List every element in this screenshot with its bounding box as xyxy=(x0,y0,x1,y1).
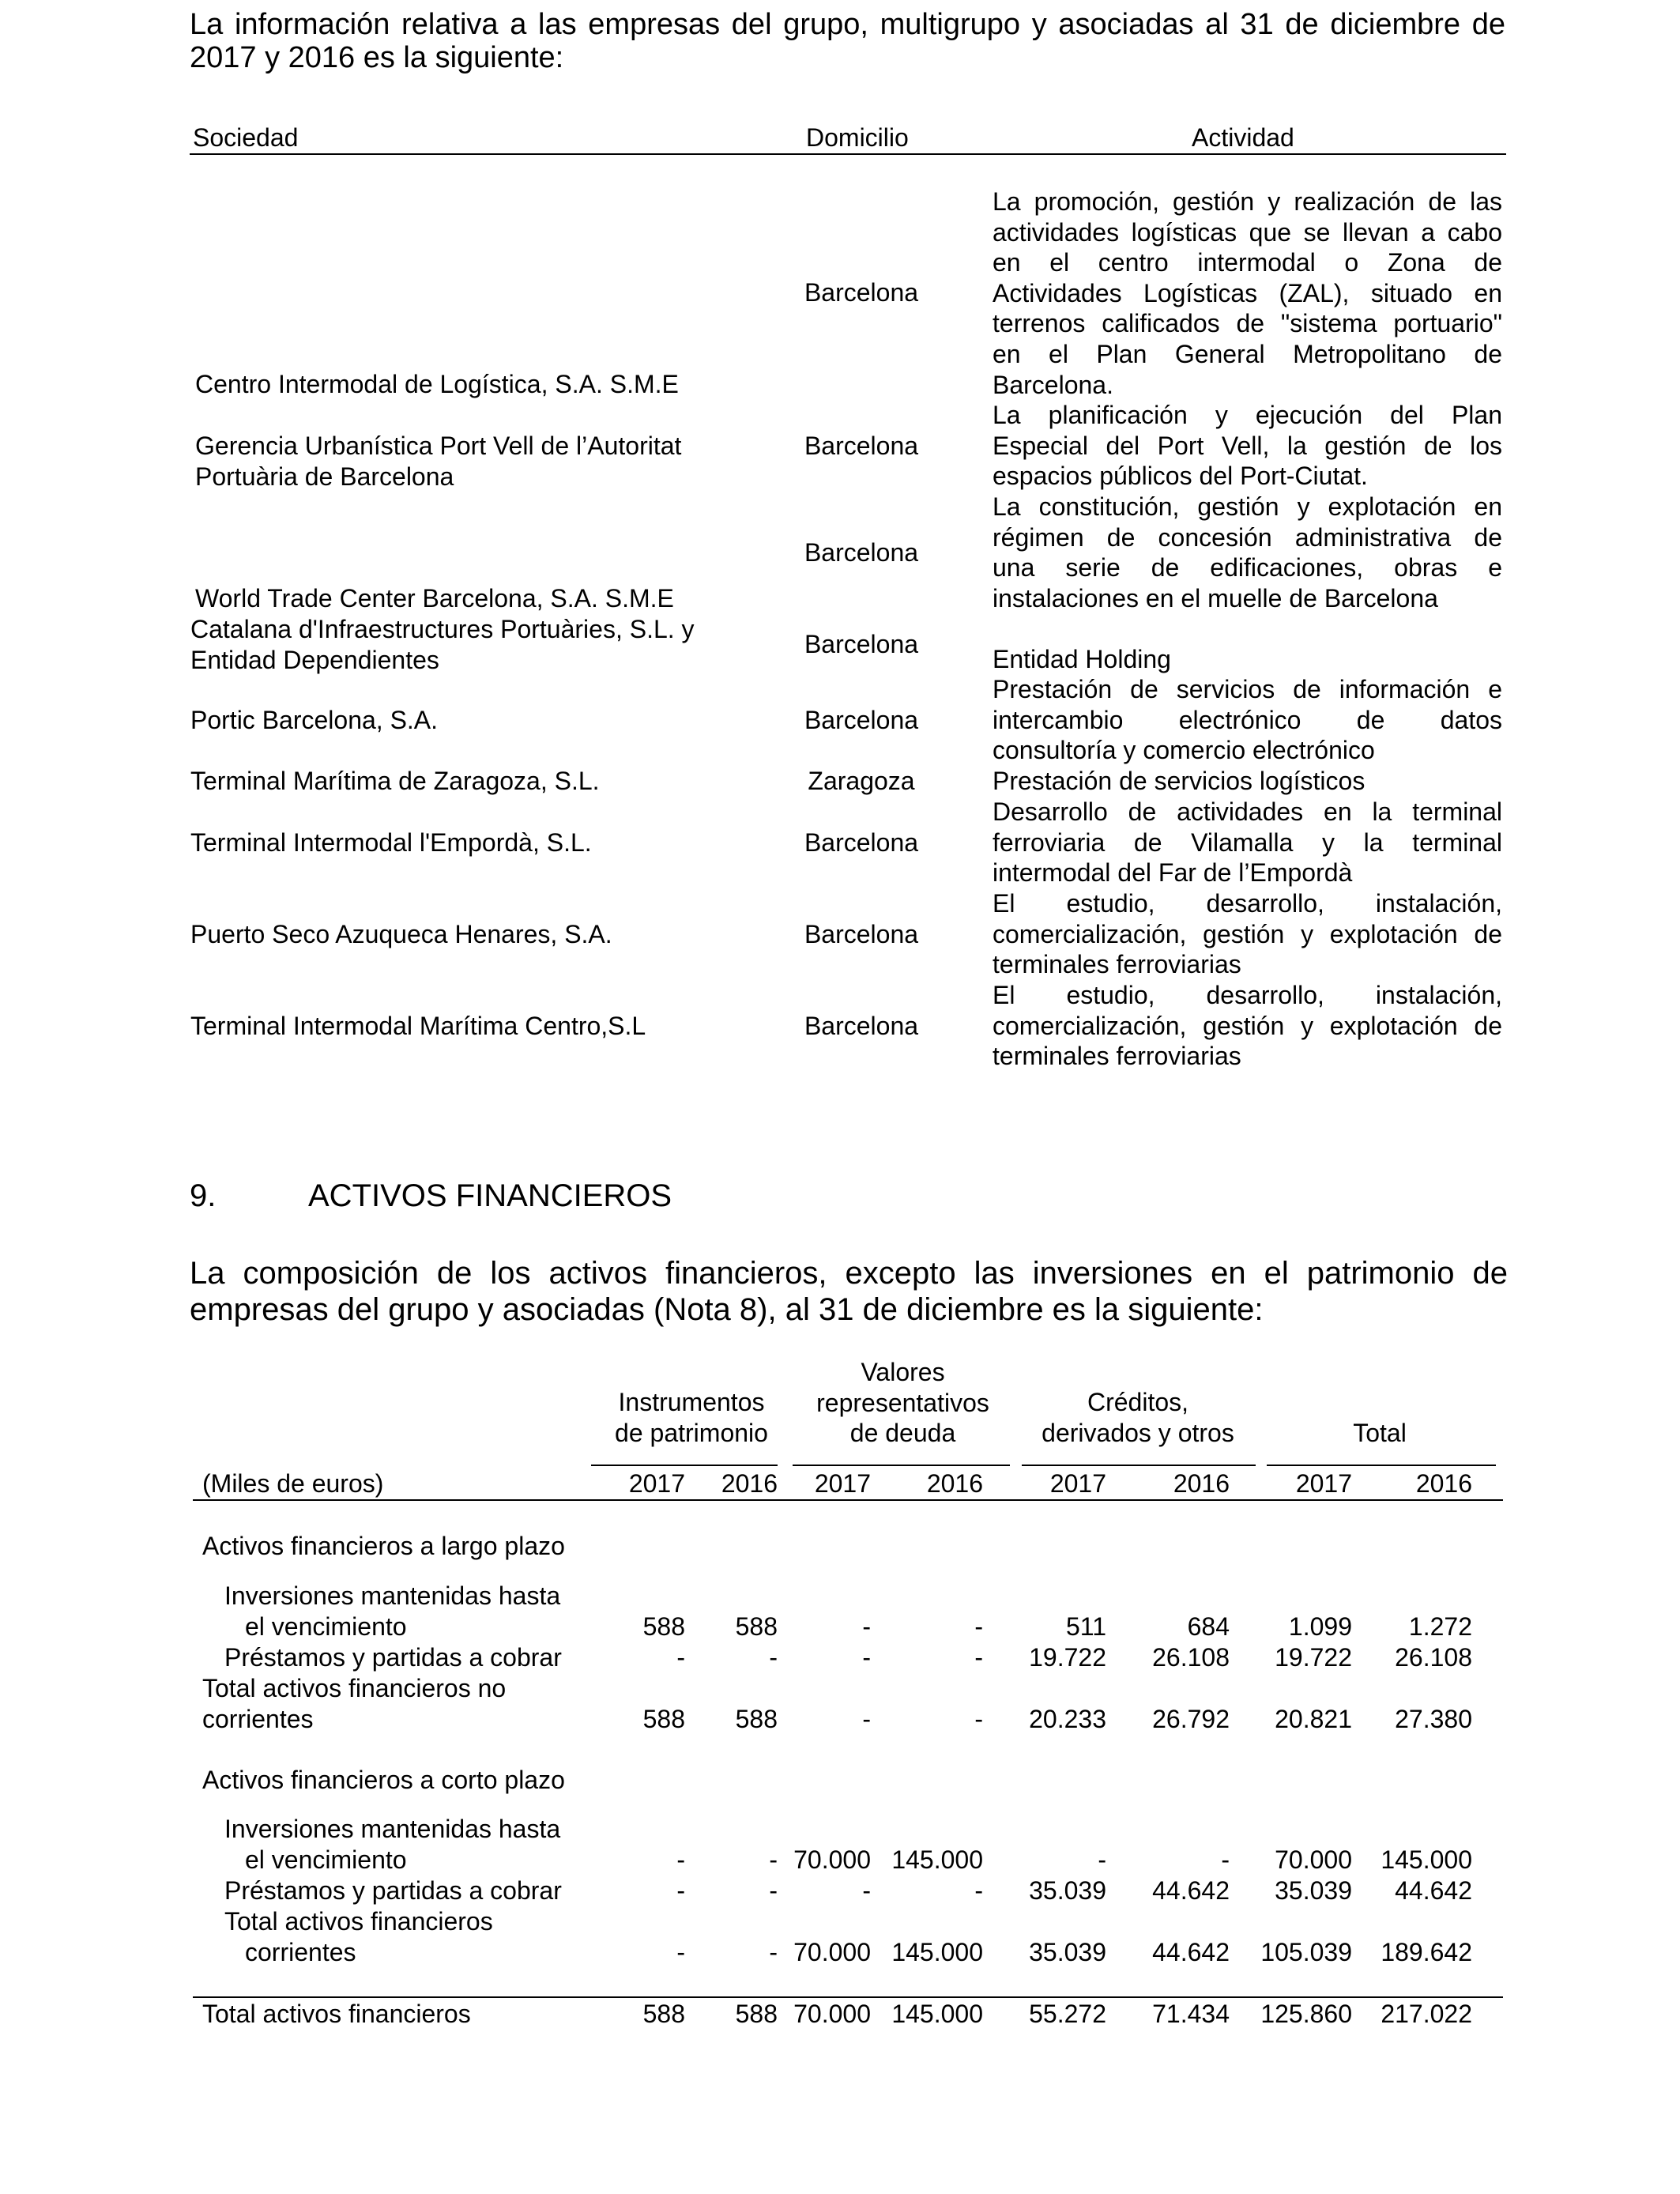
company-actividad: Prestación de servicios logísticos xyxy=(993,767,1365,795)
value-cell: 588 xyxy=(735,2000,778,2028)
year-header: 2017 xyxy=(1049,1469,1106,1498)
row-label: el vencimiento xyxy=(245,1612,407,1641)
value-cell: 1.099 xyxy=(1288,1612,1352,1641)
value-cell: - xyxy=(974,1612,983,1641)
value-cell: - xyxy=(676,1938,685,1966)
value-cell: - xyxy=(1098,1845,1106,1874)
value-cell: 71.434 xyxy=(1152,2000,1230,2028)
value-cell: 44.642 xyxy=(1152,1938,1230,1966)
value-cell: 70.000 xyxy=(793,1845,871,1874)
company-actividad: El estudio, desarrollo, instalación, comercialización, gestión y explotación de terminales ferroviarias xyxy=(993,981,1502,1071)
value-cell: - xyxy=(862,1705,871,1733)
value-cell: 35.039 xyxy=(1029,1938,1106,1966)
year-header: 2017 xyxy=(814,1469,871,1498)
year-header: 2017 xyxy=(1295,1469,1352,1498)
company-name: Catalana d'Infraestructures Portuàries, S.L. y Entidad Dependientes xyxy=(190,615,695,674)
header-sociedad: Sociedad xyxy=(193,123,299,152)
group-header-valores: Valores representativos de deuda xyxy=(816,1358,989,1448)
value-cell: - xyxy=(1221,1845,1230,1874)
value-cell: 511 xyxy=(1065,1612,1106,1641)
value-cell: 588 xyxy=(642,2000,685,2028)
value-cell: - xyxy=(862,1876,871,1905)
value-cell: 588 xyxy=(735,1705,778,1733)
year-header: 2016 xyxy=(1173,1469,1230,1498)
group-rule xyxy=(591,1465,778,1466)
value-cell: - xyxy=(676,1845,685,1874)
company-domicilio: Zaragoza xyxy=(808,767,915,795)
value-cell: 125.860 xyxy=(1260,2000,1352,2028)
group-rule xyxy=(793,1465,1010,1466)
row-label: el vencimiento xyxy=(245,1845,407,1874)
total-rule xyxy=(193,1996,1503,1998)
company-domicilio: Barcelona xyxy=(804,706,919,734)
value-cell: 35.039 xyxy=(1275,1876,1352,1905)
row-label: corrientes xyxy=(245,1938,356,1966)
value-cell: 145.000 xyxy=(891,1938,983,1966)
group-header-total: Total xyxy=(1353,1419,1407,1447)
company-actividad: Prestación de servicios de información e intercambio electrónico de datos consultoría y comercio electrónico xyxy=(993,675,1502,765)
value-cell: 26.108 xyxy=(1395,1643,1472,1672)
value-cell: - xyxy=(676,1643,685,1672)
value-cell: 55.272 xyxy=(1029,2000,1106,2028)
value-cell: - xyxy=(974,1876,983,1905)
composition-paragraph: La composición de los activos financieros, excepto las inversiones en el patrimonio de empresas del grupo y asociadas (Nota 8), al 31 de diciembre es la siguiente: xyxy=(190,1256,1508,1327)
company-name: Terminal Intermodal l'Empordà, S.L. xyxy=(190,828,592,857)
value-cell: - xyxy=(769,1938,778,1966)
company-domicilio: Barcelona xyxy=(804,828,919,857)
company-name: Centro Intermodal de Logística, S.A. S.M.E xyxy=(195,370,679,398)
value-cell: - xyxy=(974,1643,983,1672)
value-cell: 189.642 xyxy=(1381,1938,1472,1966)
company-domicilio: Barcelona xyxy=(804,1012,919,1040)
company-name: Gerencia Urbanística Port Vell de l’Autoritat Portuària de Barcelona xyxy=(195,432,682,491)
value-cell: - xyxy=(862,1643,871,1672)
value-cell: 145.000 xyxy=(891,2000,983,2028)
company-actividad: La constitución, gestión y explotación en régimen de concesión administrativa de una serie de edificaciones, obras e instalaciones en el muelle de Barcelona xyxy=(993,492,1502,613)
row-label: Préstamos y partidas a cobrar xyxy=(224,1643,562,1672)
value-cell: - xyxy=(862,1612,871,1641)
company-actividad: La promoción, gestión y realización de las actividades logísticas que se llevan a cabo en el centro intermodal o Zona de Actividades Logísticas (ZAL), situado en terrenos calificados de "sistema portuario" en el Plan General Metropolitano de Barcelona. xyxy=(993,187,1502,399)
group-rule xyxy=(1022,1465,1256,1466)
group-header-creditos: Créditos, derivados y otros xyxy=(1042,1388,1234,1447)
section-heading: Activos financieros a corto plazo xyxy=(202,1766,565,1794)
value-cell: 26.108 xyxy=(1152,1643,1230,1672)
row-label: corrientes xyxy=(202,1705,314,1733)
value-cell: 588 xyxy=(642,1705,685,1733)
company-actividad: Entidad Holding xyxy=(993,645,1171,673)
value-cell: 20.821 xyxy=(1275,1705,1352,1733)
company-name: Terminal Intermodal Marítima Centro,S.L xyxy=(190,1012,646,1040)
total-label: Total activos financieros xyxy=(202,2000,471,2028)
section-number: 9. xyxy=(190,1178,217,1213)
company-name: Terminal Marítima de Zaragoza, S.L. xyxy=(190,767,600,795)
year-header: 2016 xyxy=(721,1469,778,1498)
value-cell: 26.792 xyxy=(1152,1705,1230,1733)
value-cell: - xyxy=(676,1876,685,1905)
intro-paragraph: La información relativa a las empresas del grupo, multigrupo y asociadas al 31 de diciembre de 2017 y 2016 es la siguiente: xyxy=(190,8,1505,74)
header-actividad: Actividad xyxy=(1192,123,1294,152)
table1-header-rule xyxy=(190,153,1506,155)
group-rule xyxy=(1267,1465,1496,1466)
value-cell: 20.233 xyxy=(1029,1705,1106,1733)
value-cell: 70.000 xyxy=(793,1938,871,1966)
company-actividad: El estudio, desarrollo, instalación, comercialización, gestión y explotación de terminales ferroviarias xyxy=(993,889,1502,979)
value-cell: - xyxy=(769,1845,778,1874)
value-cell: 684 xyxy=(1187,1612,1230,1641)
value-cell: 19.722 xyxy=(1029,1643,1106,1672)
value-cell: 27.380 xyxy=(1395,1705,1472,1733)
value-cell: 588 xyxy=(642,1612,685,1641)
value-cell: 44.642 xyxy=(1395,1876,1472,1905)
company-name: Portic Barcelona, S.A. xyxy=(190,706,439,734)
value-cell: - xyxy=(769,1643,778,1672)
value-cell: 35.039 xyxy=(1029,1876,1106,1905)
row-label: Inversiones mantenidas hasta xyxy=(224,1815,561,1843)
years-rule xyxy=(193,1499,1503,1501)
year-header: 2017 xyxy=(628,1469,685,1498)
value-cell: 1.272 xyxy=(1408,1612,1472,1641)
value-cell: 44.642 xyxy=(1152,1876,1230,1905)
value-cell: 588 xyxy=(735,1612,778,1641)
unit-label: (Miles de euros) xyxy=(202,1469,384,1498)
company-domicilio: Barcelona xyxy=(804,278,919,307)
value-cell: 70.000 xyxy=(1275,1845,1352,1874)
company-domicilio: Barcelona xyxy=(804,432,919,460)
year-header: 2016 xyxy=(926,1469,983,1498)
value-cell: 145.000 xyxy=(1381,1845,1472,1874)
year-header: 2016 xyxy=(1415,1469,1472,1498)
section-heading: Activos financieros a largo plazo xyxy=(202,1532,565,1560)
value-cell: 217.022 xyxy=(1381,2000,1472,2028)
row-label: Inversiones mantenidas hasta xyxy=(224,1581,561,1610)
row-label: Total activos financieros xyxy=(224,1907,493,1936)
value-cell: - xyxy=(769,1876,778,1905)
value-cell: - xyxy=(974,1705,983,1733)
header-domicilio: Domicilio xyxy=(806,123,909,152)
company-domicilio: Barcelona xyxy=(804,920,919,948)
row-label: Préstamos y partidas a cobrar xyxy=(224,1876,562,1905)
value-cell: 145.000 xyxy=(891,1845,983,1874)
value-cell: 70.000 xyxy=(793,2000,871,2028)
company-actividad: Desarrollo de actividades en la terminal ferroviaria de Vilamalla y la terminal intermodal del Far de l’Empordà xyxy=(993,797,1502,888)
company-domicilio: Barcelona xyxy=(804,630,919,658)
section-title: ACTIVOS FINANCIEROS xyxy=(308,1178,672,1213)
company-domicilio: Barcelona xyxy=(804,538,919,567)
row-label: Total activos financieros no xyxy=(202,1674,507,1702)
value-cell: 105.039 xyxy=(1260,1938,1352,1966)
company-name: World Trade Center Barcelona, S.A. S.M.E xyxy=(195,584,674,613)
company-actividad: La planificación y ejecución del Plan Especial del Port Vell, la gestión de los espacios públicos del Port-Ciutat. xyxy=(993,401,1502,491)
company-name: Puerto Seco Azuqueca Henares, S.A. xyxy=(190,920,612,948)
value-cell: 19.722 xyxy=(1275,1643,1352,1672)
group-header-instrumentos: Instrumentos de patrimonio xyxy=(615,1388,768,1447)
